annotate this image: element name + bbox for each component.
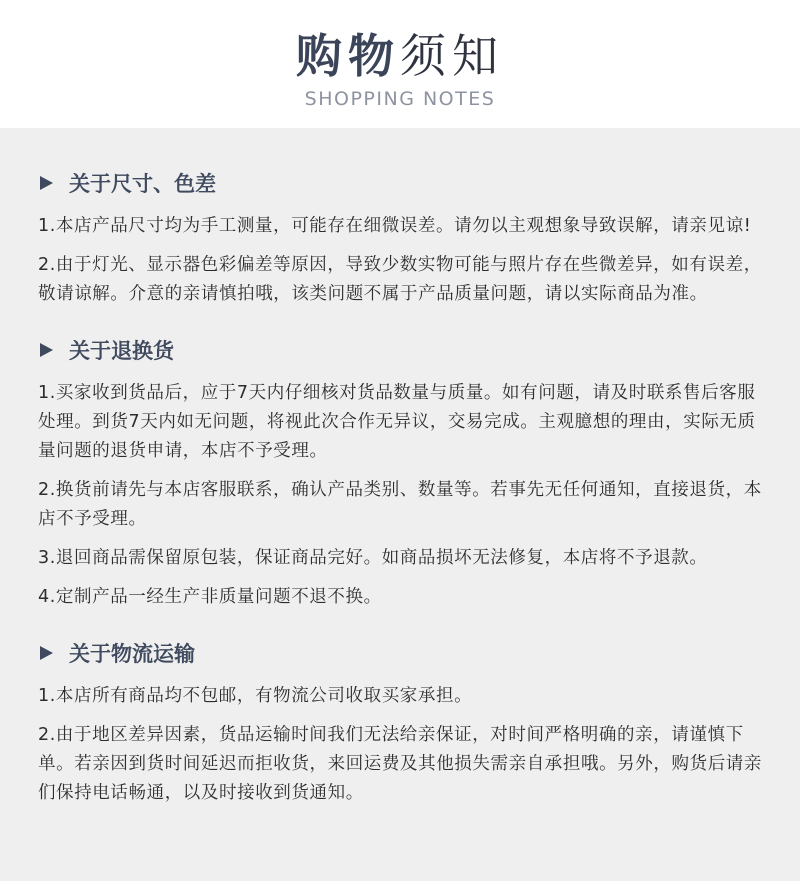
page-subtitle: SHOPPING NOTES <box>304 88 496 110</box>
page-header <box>0 0 800 128</box>
page-title-strong: 购物 <box>296 29 400 83</box>
note-item: 2.换货前请先与本店客服联系，确认产品类别、数量等。若事先无任何通知，直接退货，本店不予受理。 <box>38 480 762 529</box>
section-heading <box>38 638 762 668</box>
section-heading-text: 关于物流运输 <box>69 642 195 666</box>
note-item: 1.买家收到货品后，应于7天内仔细核对货品数量与质量。如有问题，请及时联系售后客服处理。到货7天内如无问题，将视此次合作无异议，交易完成。主观臆想的理由，实际无质量问题的退货申请，本店不予受理。 <box>38 383 756 461</box>
section-heading-text: 关于退换货 <box>69 339 174 363</box>
note-item: 2.由于地区差异因素，货品运输时间我们无法给亲保证，对时间严格明确的亲，请谨慎下单。若亲因到货时间延迟而拒收货，来回运费及其他损失需亲自承担哦。另外，购货后请亲们保持电话畅通，以及时接收到货通知。 <box>38 725 762 803</box>
page-title <box>0 28 800 84</box>
note-item: 1.本店产品尺寸均为手工测量，可能存在细微误差。请勿以主观想象导致误解，请亲见谅! <box>38 216 752 236</box>
section-heading <box>38 335 762 365</box>
page-title-light: 须知 <box>400 29 504 83</box>
triangle-right-icon <box>40 343 53 357</box>
note-item: 3.退回商品需保留原包装，保证商品完好。如商品损坏无法修复，本店将不予退款。 <box>38 548 708 568</box>
notes-content <box>0 128 800 808</box>
note-item: 1.本店所有商品均不包邮，有物流公司收取买家承担。 <box>38 686 473 706</box>
section-heading <box>38 168 762 198</box>
section-heading-text: 关于尺寸、色差 <box>69 172 216 196</box>
section-shipping <box>38 638 762 808</box>
note-item: 2.由于灯光、显示器色彩偏差等原因，导致少数实物可能与照片存在些微差异，如有误差，敬请谅解。介意的亲请慎拍哦，该类问题不属于产品质量问题，请以实际商品为准。 <box>38 255 762 304</box>
triangle-right-icon <box>40 176 53 190</box>
section-returns <box>38 335 762 612</box>
note-item: 4.定制产品一经生产非质量问题不退不换。 <box>38 587 382 607</box>
triangle-right-icon <box>40 646 53 660</box>
section-size-color <box>38 168 762 309</box>
